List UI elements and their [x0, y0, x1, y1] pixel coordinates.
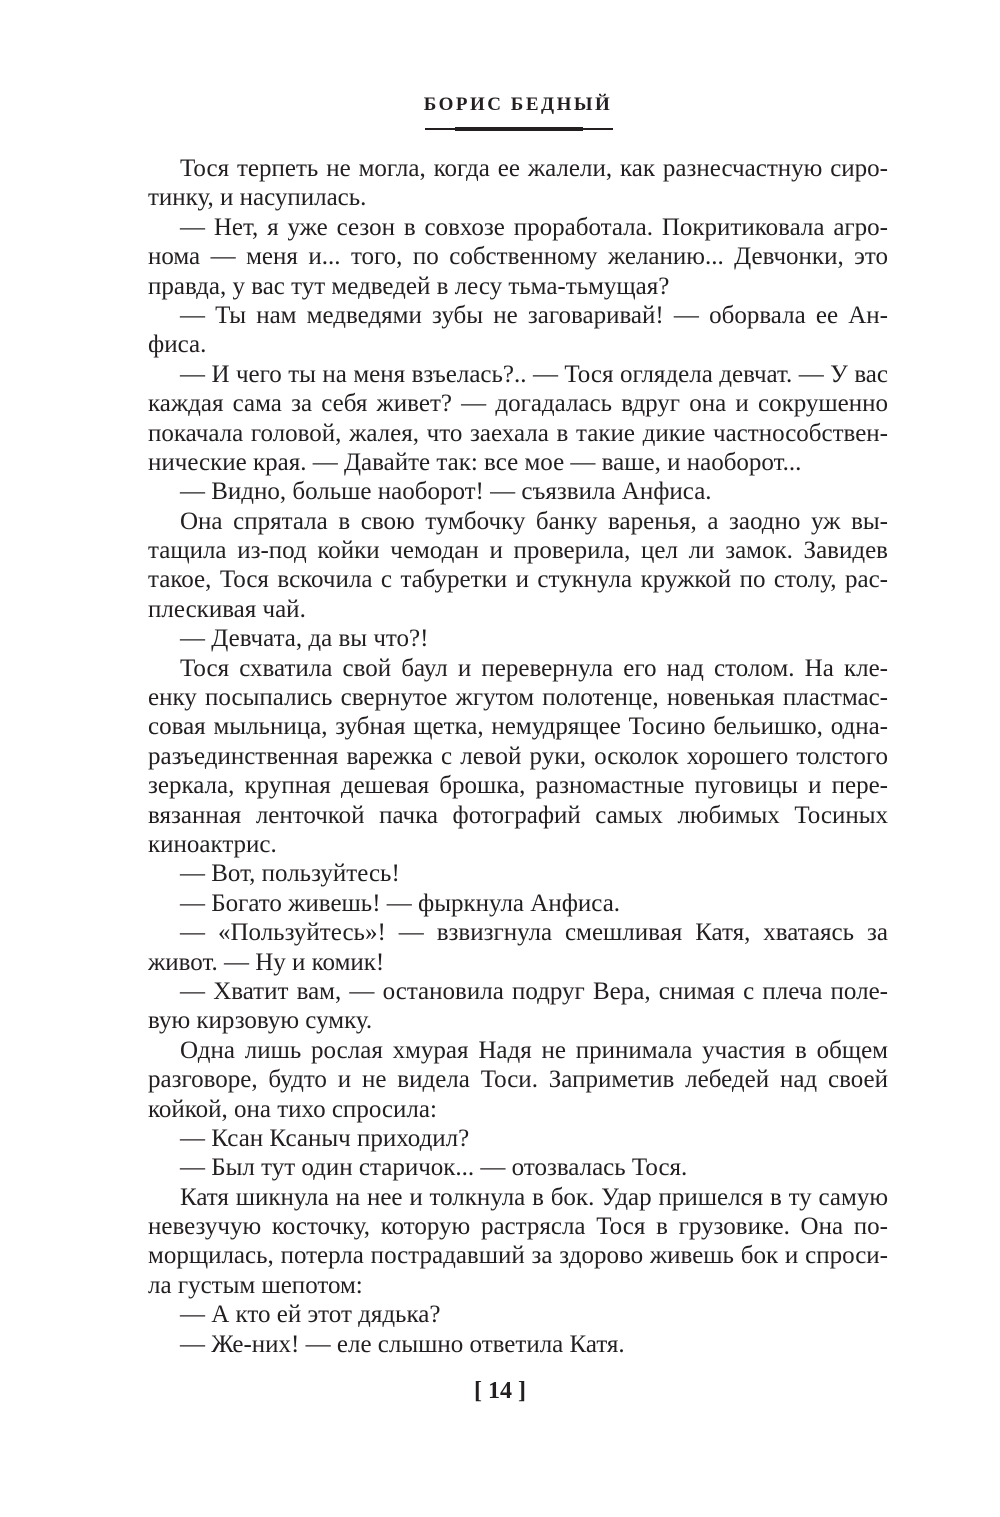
text-line: невезучую косточку, которую растрясла Тося в грузовике. Она по-: [148, 1213, 888, 1241]
text-line: енку посыпались свернутое жгутом полотенце, новенькая пластмас-: [148, 684, 888, 712]
text-line: — Ты нам медведями зубы не заговаривай! — оборвала ее Ан-: [180, 301, 888, 329]
text-line: Тося схватила свой баул и перевернула его над столом. На кле-: [180, 654, 888, 682]
text-line: нома — меня и... того, по собственному желанию... Девчонки, это: [148, 243, 888, 271]
text-line: койкой, она тихо спросила:: [148, 1095, 437, 1123]
text-line: — Девчата, да вы что?!: [180, 625, 429, 653]
text-line: фиса.: [148, 331, 207, 359]
text-line: — Богато живешь! — фыркнула Анфиса.: [180, 889, 621, 917]
text-line: — А кто ей этот дядька?: [180, 1301, 441, 1329]
text-line: Одна лишь рослая хмурая Надя не принимала участия в общем: [180, 1036, 888, 1064]
text-line: вую кирзовую сумку.: [148, 1007, 373, 1035]
text-line: Она спрятала в свою тумбочку банку варенья, а заодно уж вы-: [180, 507, 888, 535]
text-line: зеркала, крупная дешевая брошка, разномастные пуговицы и пере-: [148, 772, 888, 800]
text-line: — Нет, я уже сезон в совхозе проработала. Покритиковала агро-: [180, 213, 888, 241]
text-line: — Же-них! — еле слышно ответила Катя.: [180, 1330, 625, 1358]
text-line: живот. — Ну и комик!: [148, 948, 385, 976]
text-line: киноактрис.: [148, 830, 277, 858]
page-number: [ 14 ]: [474, 1378, 526, 1404]
text-line: тинку, и насупилась.: [148, 184, 367, 212]
text-line: разъединственная варежка с левой руки, осколок хорошего толстого: [148, 742, 888, 770]
text-line: такое, Тося вскочила с табуретки и стукнула кружкой по столу, рас-: [148, 566, 888, 594]
text-line: ла густым шепотом:: [148, 1271, 363, 1299]
text-line: морщилась, потерла пострадавший за здорово живешь бок и спроси-: [148, 1242, 888, 1270]
text-line: — Хватит вам, — остановила подруг Вера, снимая с плеча поле-: [180, 977, 888, 1005]
running-head: БОРИС БЕДНЫЙ: [423, 94, 613, 115]
header-rule-accent: [455, 127, 583, 131]
body-text: [148, 154, 888, 1359]
text-line: — Был тут один старичок... — отозвалась Тося.: [180, 1154, 688, 1182]
text-line: — Ксан Ксаныч приходил?: [180, 1124, 470, 1152]
text-line: — Видно, больше наоборот! — съязвила Анфиса.: [180, 478, 712, 506]
text-line: плескивая чай.: [148, 595, 306, 623]
text-line: — «Пользуйтесь»! — взвизгнула смешливая Катя, хватаясь за: [180, 919, 888, 947]
text-line: правда, у вас тут медведей в лесу тьма-тьмущая?: [148, 272, 670, 300]
text-line: вязанная ленточкой пачка фотографий самых любимых Тосиных: [148, 801, 888, 829]
text-line: нические края. — Давайте так: все мое — ваше, и наоборот...: [148, 448, 802, 476]
text-line: — Вот, пользуйтесь!: [180, 860, 400, 888]
text-line: тащила из-под койки чемодан и проверила, цел ли замок. Завидев: [148, 537, 888, 565]
text-line: совая мыльница, зубная щетка, немудрящее Тосино бельишко, одна-: [148, 713, 888, 741]
text-line: покачала головой, жалея, что заехала в такие дикие частнособствен-: [148, 419, 888, 447]
text-line: Катя шикнула на нее и толкнула в бок. Удар пришелся в ту самую: [180, 1183, 888, 1211]
text-line: Тося терпеть не могла, когда ее жалели, как разнесчастную сиро-: [180, 155, 888, 182]
text-line: — И чего ты на меня взъелась?.. — Тося оглядела девчат. — У вас: [180, 360, 888, 388]
text-line: разговоре, будто и не видела Тоси. Заприметив лебедей над своей: [148, 1066, 888, 1094]
text-line: каждая сама за себя живет? — догадалась вдруг она и сокрушенно: [148, 390, 888, 418]
